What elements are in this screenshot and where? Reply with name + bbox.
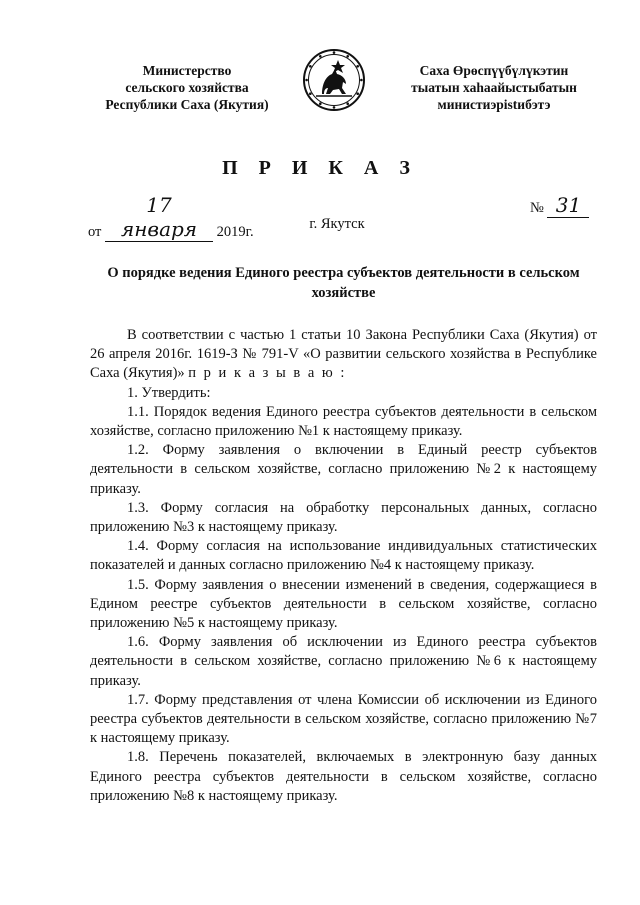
date-year: 2019г. (216, 224, 254, 240)
order-item: 1.5. Форму заявления о внесении изменений в сведения, содержащиеся в Едином реестре субъектов деятельности в сельском хозяйстве, согласно приложению №5 к настоящему приказу. (90, 576, 597, 632)
number-prefix: № (530, 200, 544, 216)
ministry-name-sakha-line: Саха Өрөспүүбүлүкэтин (419, 63, 569, 78)
ministry-name-ru-line: Министерство (142, 63, 232, 78)
handwritten-number: 31 (547, 193, 589, 218)
order-item: 1.8. Перечень показателей, включаемых в электронную базу данных Единого реестра субъектов деятельности в сельском хозяйстве, согласно приложению №8 к настоящему приказу. (90, 749, 597, 804)
ministry-name-sakha (379, 62, 609, 113)
date-prefix: от (88, 224, 102, 240)
order-item: 1.1. Порядок ведения Единого реестра субъектов деятельности в сельском хозяйстве, согласно приложению №1 к настоящему приказу. (90, 403, 597, 440)
handwritten-date: 17 января (105, 193, 213, 242)
order-city: г. Якутск (309, 216, 365, 232)
ministry-name-sakha-line: тыатын хаһаайыстыбатын (411, 80, 577, 95)
ministry-name-ru-line: Республики Саха (Якутия) (105, 97, 269, 112)
ministry-name-sakha-line: министиэрistибэтэ (437, 97, 551, 112)
order-item: 1.3. Форму согласия на обработку персональных данных, согласно приложению №3 к настоящему приказу. (90, 499, 597, 536)
preamble-text: В соответствии с частью 1 статьи 10 Закона Республики Саха (Якутия) от 26 апреля 2016г. 1619-З № 791-V «О развитии сельского хозяйства в Республике Саха (Якутия)» (90, 327, 597, 382)
order-body (90, 326, 597, 806)
sakha-coat-of-arms-icon (302, 48, 366, 112)
ministry-name-ru (72, 62, 302, 113)
order-subject: О порядке ведения Единого реестра субъектов деятельности в сельском хозяйстве (107, 265, 580, 301)
preamble-decree-word: п р и к а з ы в а ю : (188, 365, 347, 382)
order-item: 1.2. Форму заявления о включении в Единый реестр субъектов деятельности в сельском хозяйстве, согласно приложению №2 к настоящему приказу. (90, 442, 597, 497)
order-number (530, 193, 589, 218)
order-item: 1.7. Форму представления от члена Комиссии об исключении из Единого реестра субъектов деятельности в сельском хозяйстве, согласно приложению №7 к настоящему приказу. (90, 691, 597, 747)
preamble (90, 326, 597, 384)
order-item: 1.6. Форму заявления об исключении из Единого реестра субъектов деятельности в сельском хозяйстве, согласно приложению №6 к настоящему приказу. (90, 634, 597, 689)
ministry-name-ru-line: сельского хозяйства (125, 80, 249, 95)
order-item: 1.4. Форму согласия на использование индивидуальных статистических показателей и данных согласно приложению №4 к настоящему приказу. (90, 538, 597, 574)
order-item: 1. Утвердить: (127, 384, 211, 401)
document-title: П Р И К А З (222, 157, 418, 179)
